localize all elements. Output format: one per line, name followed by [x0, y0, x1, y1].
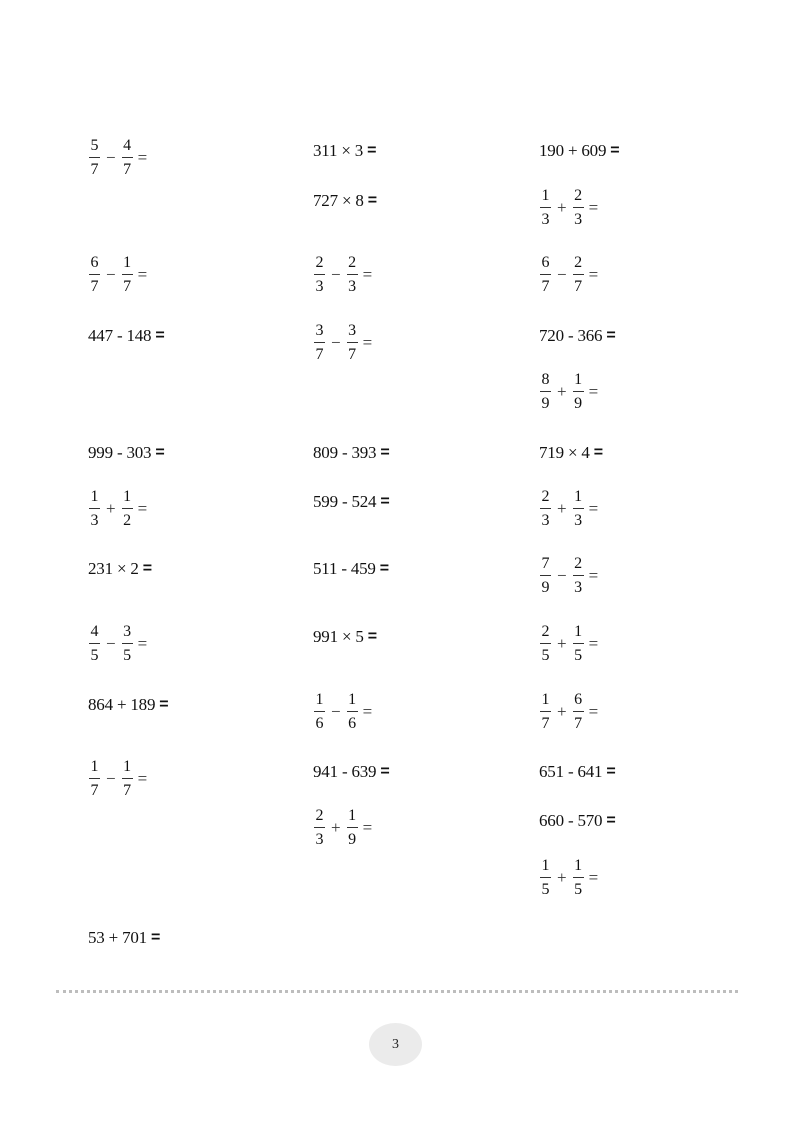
- denominator: 3: [541, 512, 550, 529]
- numerator: 6: [573, 692, 584, 712]
- fraction-a: [314, 323, 325, 363]
- operator: +: [106, 499, 116, 518]
- numerator: 1: [573, 858, 584, 878]
- denominator: 3: [574, 579, 583, 596]
- fraction-a: [540, 372, 551, 412]
- numerator: 2: [573, 255, 584, 275]
- numerator: 7: [540, 556, 551, 576]
- equals-sign: =: [380, 493, 390, 510]
- numerator: 1: [89, 759, 100, 779]
- arithmetic-problem: [313, 762, 390, 782]
- denominator: 7: [541, 278, 550, 295]
- numerator: 1: [347, 692, 358, 712]
- numerator: 3: [347, 323, 358, 343]
- denominator: 7: [90, 161, 99, 178]
- denominator: 6: [348, 715, 357, 732]
- equals-sign: =: [379, 560, 390, 577]
- problem-expression: 53 + 701: [88, 928, 147, 947]
- fraction-b: [347, 808, 358, 848]
- numerator: 1: [573, 489, 584, 509]
- problem-expression: 809 - 393: [313, 443, 377, 462]
- fraction-a: [89, 759, 100, 799]
- numerator: 4: [89, 624, 100, 644]
- denominator: 7: [315, 346, 324, 363]
- equals-sign: =: [137, 148, 148, 167]
- arithmetic-problem: [539, 811, 616, 831]
- operator: +: [557, 499, 567, 518]
- numerator: 2: [573, 556, 584, 576]
- equals-sign: =: [380, 763, 390, 780]
- page-number-badge: [369, 1023, 422, 1066]
- denominator: 3: [348, 278, 357, 295]
- equals-sign: =: [362, 702, 373, 721]
- problem-expression: 991 × 5: [313, 627, 364, 646]
- operator: −: [106, 634, 116, 653]
- operator: −: [557, 265, 567, 284]
- operator: +: [557, 702, 567, 721]
- equals-sign: =: [593, 444, 604, 461]
- operator: −: [331, 702, 341, 721]
- equals-sign: =: [367, 142, 377, 159]
- fraction-b: [573, 858, 584, 898]
- denominator: 5: [90, 647, 99, 664]
- numerator: 1: [122, 759, 133, 779]
- arithmetic-problem: [539, 326, 616, 346]
- numerator: 1: [122, 255, 133, 275]
- numerator: 1: [122, 489, 133, 509]
- equals-sign: =: [367, 192, 378, 209]
- numerator: 4: [122, 138, 133, 158]
- fraction-problem: [88, 759, 147, 799]
- equals-sign: =: [606, 812, 616, 829]
- numerator: 2: [540, 489, 551, 509]
- equals-sign: =: [588, 265, 599, 284]
- denominator: 3: [574, 512, 583, 529]
- fraction-a: [540, 556, 551, 596]
- operator: +: [331, 818, 341, 837]
- fraction-problem: [88, 624, 147, 664]
- arithmetic-problem: [539, 443, 603, 463]
- arithmetic-problem: [313, 492, 390, 512]
- page-number: 3: [392, 1036, 399, 1052]
- arithmetic-problem: [313, 627, 377, 647]
- numerator: 1: [347, 808, 358, 828]
- denominator: 2: [123, 512, 132, 529]
- equals-sign: =: [155, 327, 165, 344]
- equals-sign: =: [588, 634, 599, 653]
- fraction-b: [347, 692, 358, 732]
- fraction-a: [89, 624, 100, 664]
- arithmetic-problem: [88, 326, 165, 346]
- problem-expression: 719 × 4: [539, 443, 590, 462]
- arithmetic-problem: [88, 695, 169, 715]
- denominator: 7: [123, 161, 132, 178]
- denominator: 5: [574, 881, 583, 898]
- denominator: 7: [123, 782, 132, 799]
- equals-sign: =: [362, 333, 373, 352]
- denominator: 9: [348, 831, 357, 848]
- denominator: 7: [348, 346, 357, 363]
- fraction-a: [540, 188, 551, 228]
- equals-sign: =: [588, 868, 599, 887]
- problem-expression: 311 × 3: [313, 141, 364, 160]
- fraction-problem: [539, 556, 598, 596]
- arithmetic-problem: [88, 928, 160, 948]
- arithmetic-problem: [539, 141, 620, 161]
- operator: −: [557, 566, 567, 585]
- arithmetic-problem: [313, 443, 390, 463]
- fraction-problem: [88, 138, 147, 178]
- fraction-problem: [313, 323, 372, 363]
- fraction-a: [540, 624, 551, 664]
- arithmetic-problem: [313, 141, 376, 161]
- operator: +: [557, 198, 567, 217]
- equals-sign: =: [367, 628, 378, 645]
- operator: +: [557, 634, 567, 653]
- fraction-a: [89, 489, 100, 529]
- problem-expression: 727 × 8: [313, 191, 364, 210]
- numerator: 3: [122, 624, 133, 644]
- equals-sign: =: [588, 382, 599, 401]
- fraction-b: [573, 188, 584, 228]
- denominator: 3: [541, 211, 550, 228]
- equals-sign: =: [159, 696, 169, 713]
- problem-expression: 720 - 366: [539, 326, 603, 345]
- denominator: 7: [574, 278, 583, 295]
- denominator: 7: [574, 715, 583, 732]
- problem-expression: 864 + 189: [88, 695, 156, 714]
- numerator: 1: [573, 372, 584, 392]
- operator: +: [557, 382, 567, 401]
- equals-sign: =: [137, 634, 148, 653]
- equals-sign: =: [610, 142, 620, 159]
- denominator: 7: [123, 278, 132, 295]
- numerator: 1: [89, 489, 100, 509]
- equals-sign: =: [137, 499, 148, 518]
- denominator: 3: [315, 278, 324, 295]
- problem-expression: 190 + 609: [539, 141, 607, 160]
- fraction-b: [573, 372, 584, 412]
- fraction-a: [540, 692, 551, 732]
- fraction-b: [573, 255, 584, 295]
- numerator: 2: [540, 624, 551, 644]
- fraction-b: [122, 255, 133, 295]
- problem-expression: 941 - 639: [313, 762, 377, 781]
- fraction-problem: [313, 692, 372, 732]
- numerator: 6: [540, 255, 551, 275]
- fraction-b: [347, 323, 358, 363]
- denominator: 5: [541, 881, 550, 898]
- equals-sign: =: [362, 265, 373, 284]
- fraction-problem: [539, 372, 598, 412]
- operator: +: [557, 868, 567, 887]
- equals-sign: =: [380, 444, 390, 461]
- fraction-problem: [313, 255, 372, 295]
- equals-sign: =: [155, 444, 165, 461]
- problem-expression: 447 - 148: [88, 326, 152, 345]
- fraction-b: [573, 556, 584, 596]
- numerator: 2: [314, 255, 325, 275]
- numerator: 1: [540, 188, 551, 208]
- denominator: 3: [574, 211, 583, 228]
- fraction-problem: [88, 489, 147, 529]
- operator: −: [106, 148, 116, 167]
- denominator: 6: [315, 715, 324, 732]
- equals-sign: =: [137, 265, 148, 284]
- numerator: 5: [89, 138, 100, 158]
- fraction-b: [122, 759, 133, 799]
- problem-expression: 999 - 303: [88, 443, 152, 462]
- operator: −: [331, 333, 341, 352]
- equals-sign: =: [362, 818, 373, 837]
- fraction-b: [122, 489, 133, 529]
- fraction-a: [314, 808, 325, 848]
- fraction-a: [540, 489, 551, 529]
- denominator: 5: [574, 647, 583, 664]
- fraction-problem: [313, 808, 372, 848]
- arithmetic-problem: [313, 191, 377, 211]
- arithmetic-problem: [539, 762, 616, 782]
- fraction-a: [314, 692, 325, 732]
- fraction-problem: [88, 255, 147, 295]
- fraction-b: [347, 255, 358, 295]
- operator: −: [106, 769, 116, 788]
- denominator: 3: [315, 831, 324, 848]
- fraction-b: [122, 138, 133, 178]
- fraction-problem: [539, 624, 598, 664]
- fraction-a: [540, 858, 551, 898]
- numerator: 2: [573, 188, 584, 208]
- numerator: 2: [347, 255, 358, 275]
- problem-expression: 599 - 524: [313, 492, 377, 511]
- operator: −: [106, 265, 116, 284]
- numerator: 1: [573, 624, 584, 644]
- fraction-problem: [539, 489, 598, 529]
- numerator: 1: [540, 858, 551, 878]
- dotted-divider: [56, 990, 738, 993]
- numerator: 3: [314, 323, 325, 343]
- numerator: 1: [540, 692, 551, 712]
- equals-sign: =: [151, 929, 161, 946]
- problem-expression: 231 × 2: [88, 559, 139, 578]
- denominator: 7: [541, 715, 550, 732]
- denominator: 3: [90, 512, 99, 529]
- denominator: 5: [123, 647, 132, 664]
- fraction-b: [573, 624, 584, 664]
- fraction-problem: [539, 692, 598, 732]
- equals-sign: =: [137, 769, 148, 788]
- numerator: 6: [89, 255, 100, 275]
- numerator: 8: [540, 372, 551, 392]
- equals-sign: =: [588, 198, 599, 217]
- equals-sign: =: [606, 327, 616, 344]
- equals-sign: =: [606, 763, 616, 780]
- fraction-a: [314, 255, 325, 295]
- arithmetic-problem: [88, 559, 152, 579]
- denominator: 9: [541, 579, 550, 596]
- arithmetic-problem: [88, 443, 165, 463]
- fraction-problem: [539, 188, 598, 228]
- fraction-b: [122, 624, 133, 664]
- fraction-b: [573, 489, 584, 529]
- fraction-problem: [539, 858, 598, 898]
- denominator: 9: [574, 395, 583, 412]
- equals-sign: =: [588, 702, 599, 721]
- numerator: 1: [314, 692, 325, 712]
- equals-sign: =: [588, 566, 599, 585]
- operator: −: [331, 265, 341, 284]
- fraction-a: [89, 255, 100, 295]
- equals-sign: =: [588, 499, 599, 518]
- fraction-a: [89, 138, 100, 178]
- denominator: 7: [90, 278, 99, 295]
- denominator: 5: [541, 647, 550, 664]
- arithmetic-problem: [313, 559, 389, 579]
- equals-sign: =: [142, 560, 153, 577]
- problem-expression: 660 - 570: [539, 811, 603, 830]
- denominator: 7: [90, 782, 99, 799]
- fraction-b: [573, 692, 584, 732]
- problem-expression: 511 - 459: [313, 559, 376, 578]
- problem-expression: 651 - 641: [539, 762, 603, 781]
- fraction-problem: [539, 255, 598, 295]
- fraction-a: [540, 255, 551, 295]
- denominator: 9: [541, 395, 550, 412]
- numerator: 2: [314, 808, 325, 828]
